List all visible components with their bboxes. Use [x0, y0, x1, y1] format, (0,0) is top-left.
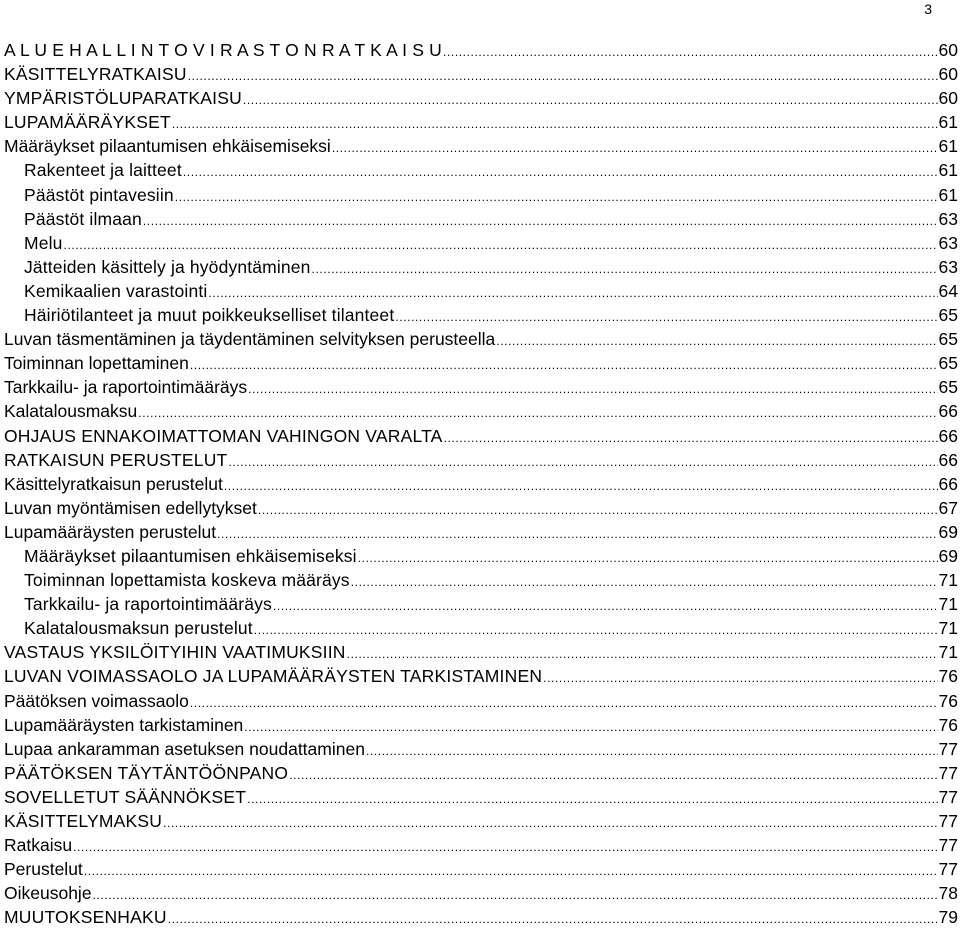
toc-dot-leader	[217, 522, 937, 546]
toc-dot-leader	[93, 883, 938, 907]
toc-entry[interactable]	[4, 713, 958, 737]
toc-entry-page: 67	[938, 497, 958, 518]
toc-entry-page: 65	[938, 305, 958, 326]
toc-entry-title: LUPAMÄÄRÄYKSET	[4, 112, 171, 133]
toc-entry[interactable]	[4, 424, 958, 448]
toc-entry-page: 61	[938, 160, 958, 181]
toc-entry-page: 77	[938, 859, 958, 880]
toc-entry-title: PÄÄTÖKSEN TÄYTÄNTÖÖNPANO	[4, 762, 289, 783]
toc-entry-title: VASTAUS YKSILÖITYIHIN VAATIMUKSIIN	[4, 642, 346, 663]
page-number: 3	[924, 1, 932, 17]
toc-dot-leader	[168, 907, 938, 931]
toc-entry-title: SOVELLETUT SÄÄNNÖKSET	[4, 786, 247, 807]
toc-entry-page: 66	[938, 449, 958, 470]
toc-entry-title: A L U E H A L L I N T O V I R A S T O N R A T K A I S U	[4, 40, 443, 60]
toc-entry[interactable]	[4, 592, 958, 616]
toc-entry-title: YMPÄRISTÖLUPARATKAISU	[4, 88, 242, 109]
toc-entry[interactable]	[4, 231, 958, 255]
toc-entry-title: Päätöksen voimassaolo	[4, 690, 189, 711]
toc-entry-page: 65	[938, 329, 958, 350]
toc-dot-leader	[248, 377, 937, 401]
table-of-contents	[4, 38, 958, 929]
toc-entry-title: Häiriötilanteet ja muut poikkeukselliset tilanteet	[24, 305, 395, 326]
toc-entry-title: Käsittelyratkaisun perustelut	[4, 473, 223, 494]
toc-entry[interactable]	[4, 809, 958, 833]
toc-dot-leader	[228, 450, 937, 474]
toc-entry-title: Oikeusohje	[4, 883, 92, 904]
toc-dot-leader	[289, 763, 937, 787]
toc-entry-title: Lupaa ankaramman asetuksen noudattaminen	[4, 738, 365, 759]
toc-dot-leader	[347, 642, 938, 666]
toc-dot-leader	[188, 64, 938, 88]
toc-entry-page: 71	[938, 618, 958, 639]
toc-entry[interactable]	[4, 857, 958, 881]
toc-entry[interactable]	[4, 158, 958, 182]
toc-entry[interactable]	[4, 520, 958, 544]
toc-entry-title: Toiminnan lopettaminen	[4, 353, 189, 374]
toc-entry[interactable]	[4, 568, 958, 592]
toc-entry-page: 71	[938, 642, 958, 663]
toc-entry-page: 69	[938, 521, 958, 542]
toc-entry-title: Jätteiden käsittely ja hyödyntäminen	[24, 256, 311, 277]
toc-entry-page: 77	[938, 835, 958, 856]
toc-entry[interactable]	[4, 761, 958, 785]
toc-dot-leader	[143, 209, 938, 233]
toc-entry-title: Rakenteet ja laitteet	[24, 160, 182, 181]
toc-entry-page: 61	[938, 184, 958, 205]
toc-entry-title: Lupamääräysten tarkistaminen	[4, 714, 244, 735]
toc-entry[interactable]	[4, 207, 958, 231]
toc-entry-title: Luvan täsmentäminen ja täydentäminen selvityksen perusteella	[4, 329, 496, 350]
toc-entry-title: Kalatalousmaksu	[4, 401, 138, 422]
toc-dot-leader	[395, 305, 937, 329]
toc-entry-title: Kemikaalien varastointi	[24, 280, 208, 301]
toc-dot-leader	[190, 691, 938, 715]
toc-entry[interactable]	[4, 86, 958, 110]
toc-entry[interactable]	[4, 303, 958, 327]
toc-entry[interactable]	[4, 616, 958, 640]
toc-entry-title: Määräykset pilaantumisen ehkäisemiseksi	[4, 136, 331, 157]
toc-dot-leader	[244, 715, 937, 739]
toc-dot-leader	[273, 594, 938, 618]
toc-dot-leader	[73, 835, 937, 859]
toc-entry[interactable]	[4, 737, 958, 761]
toc-entry-title: Kalatalousmaksun perustelut	[24, 618, 253, 639]
toc-dot-leader	[366, 739, 938, 763]
toc-dot-leader	[358, 546, 938, 570]
toc-entry-page: 71	[938, 570, 958, 591]
toc-entry-title: MUUTOKSENHAKU	[4, 907, 167, 928]
toc-entry-page: 79	[938, 907, 958, 928]
toc-dot-leader	[247, 787, 937, 811]
toc-entry-page: 77	[938, 738, 958, 759]
toc-entry-page: 71	[938, 594, 958, 615]
toc-dot-leader	[224, 474, 938, 498]
toc-entry[interactable]	[4, 255, 958, 279]
toc-dot-leader	[443, 40, 938, 64]
toc-dot-leader	[496, 329, 937, 353]
toc-entry-page: 65	[938, 377, 958, 398]
toc-entry-title: KÄSITTELYMAKSU	[4, 811, 163, 831]
toc-entry-page: 78	[938, 883, 958, 904]
toc-entry[interactable]	[4, 62, 958, 86]
toc-dot-leader	[258, 498, 938, 522]
toc-entry-title: Päästöt ilmaan	[24, 208, 142, 229]
toc-dot-leader	[190, 353, 938, 377]
toc-entry-title: Määräykset pilaantumisen ehkäisemiseksi	[24, 545, 357, 566]
toc-entry-page: 61	[938, 136, 958, 157]
toc-entry[interactable]	[4, 785, 958, 809]
toc-entry-page: 66	[938, 473, 958, 494]
toc-dot-leader	[84, 859, 938, 883]
toc-entry[interactable]	[4, 327, 958, 351]
toc-entry[interactable]	[4, 544, 958, 568]
toc-dot-leader	[208, 281, 937, 305]
toc-entry[interactable]	[4, 183, 958, 207]
toc-dot-leader	[138, 401, 937, 425]
toc-dot-leader	[175, 185, 938, 209]
toc-entry-page: 76	[938, 690, 958, 711]
toc-entry[interactable]	[4, 472, 958, 496]
toc-dot-leader	[243, 88, 938, 112]
toc-entry[interactable]	[4, 640, 958, 664]
toc-entry-title: Tarkkailu- ja raportointimääräys	[24, 594, 272, 615]
toc-entry[interactable]	[4, 833, 958, 857]
toc-entry[interactable]	[4, 375, 958, 399]
toc-entry[interactable]	[4, 664, 958, 688]
toc-entry-title: Toiminnan lopettamista koskeva määräys	[24, 570, 350, 591]
toc-entry[interactable]	[4, 279, 958, 303]
toc-entry-title: Lupamääräysten perustelut	[4, 521, 217, 542]
toc-entry-page: 66	[938, 401, 958, 422]
toc-entry-page: 63	[938, 208, 958, 229]
toc-entry[interactable]	[4, 689, 958, 713]
toc-entry[interactable]	[4, 110, 958, 134]
toc-entry-page: 63	[938, 232, 958, 253]
toc-entry-page: 63	[938, 256, 958, 277]
toc-dot-leader	[163, 811, 937, 835]
toc-entry-title: RATKAISUN PERUSTELUT	[4, 449, 228, 470]
toc-entry-page: 66	[938, 425, 958, 446]
toc-entry[interactable]	[4, 905, 958, 929]
toc-dot-leader	[254, 618, 938, 642]
toc-entry-page: 77	[938, 786, 958, 807]
toc-entry[interactable]	[4, 448, 958, 472]
toc-entry-title: Melu	[24, 232, 63, 253]
toc-entry-title: Perustelut	[4, 859, 83, 880]
toc-entry-title: LUVAN VOIMASSAOLO JA LUPAMÄÄRÄYSTEN TARKISTAMINEN	[4, 666, 543, 687]
toc-dot-leader	[312, 257, 938, 281]
toc-entry-page: 77	[938, 811, 958, 831]
toc-dot-leader	[64, 233, 938, 257]
toc-entry-title: Ratkaisu	[4, 835, 73, 856]
toc-entry-page: 76	[938, 714, 958, 735]
toc-entry-page: 69	[938, 545, 958, 566]
toc-entry-title: Päästöt pintavesiin	[24, 184, 174, 205]
toc-entry[interactable]	[4, 38, 958, 62]
toc-dot-leader	[351, 570, 938, 594]
toc-entry[interactable]	[4, 399, 958, 423]
toc-dot-leader	[172, 112, 938, 136]
toc-dot-leader	[444, 426, 938, 450]
toc-entry-page: 61	[938, 112, 958, 133]
toc-entry-title: Tarkkailu- ja raportointimääräys	[4, 377, 248, 398]
toc-entry-page: 60	[938, 88, 958, 109]
toc-dot-leader	[332, 136, 938, 160]
toc-entry-title: KÄSITTELYRATKAISU	[4, 64, 187, 85]
toc-dot-leader	[543, 666, 937, 690]
toc-entry[interactable]	[4, 134, 958, 158]
toc-entry-page: 77	[938, 762, 958, 783]
toc-dot-leader	[183, 160, 938, 184]
toc-entry[interactable]	[4, 351, 958, 375]
toc-entry-title: OHJAUS ENNAKOIMATTOMAN VAHINGON VARALTA	[4, 425, 443, 446]
toc-entry-page: 60	[938, 64, 958, 85]
toc-entry[interactable]	[4, 881, 958, 905]
toc-entry-page: 65	[938, 353, 958, 374]
toc-entry-page: 60	[938, 40, 958, 60]
toc-entry-title: Luvan myöntämisen edellytykset	[4, 497, 257, 518]
toc-entry-page: 64	[938, 280, 958, 301]
toc-entry-page: 76	[938, 666, 958, 687]
toc-entry[interactable]	[4, 496, 958, 520]
